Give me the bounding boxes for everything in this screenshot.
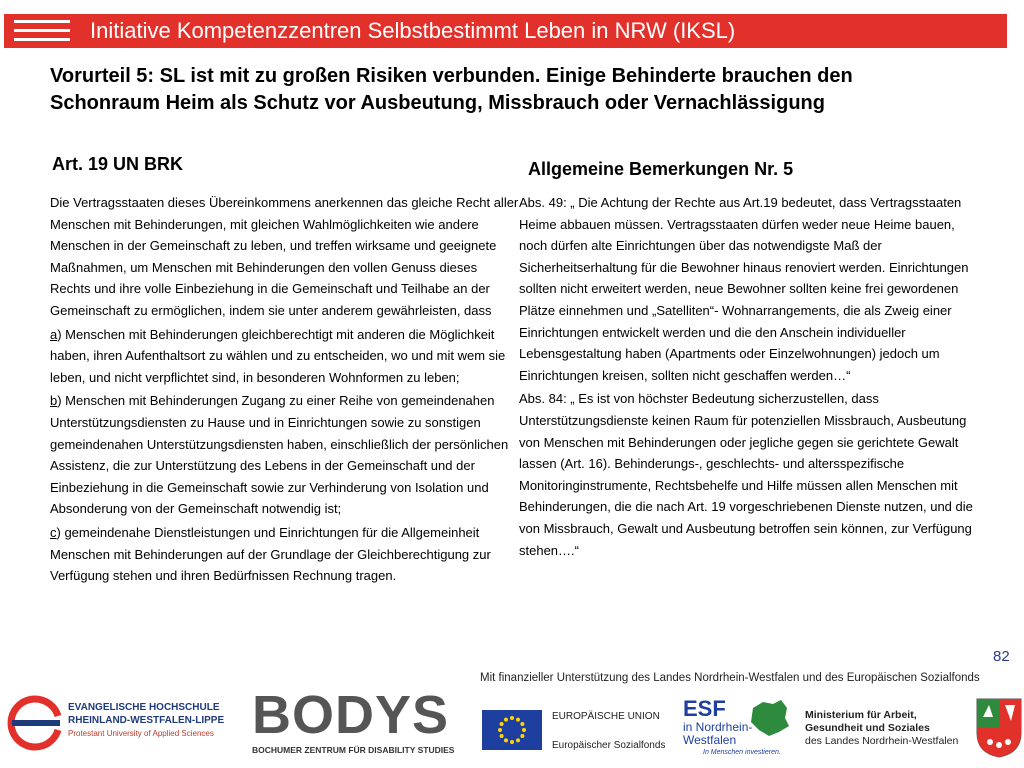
- header-title: Initiative Kompetenzzentren Selbstbestimmt Leben in NRW (IKSL): [90, 18, 736, 43]
- eu-fund-label: Europäischer Sozialfonds: [552, 740, 666, 751]
- esf-region-line2: Westfalen: [683, 733, 737, 747]
- eu-label: EUROPÄISCHE UNION: [552, 711, 660, 722]
- evh-name-line3: Protestant University of Applied Sciences: [68, 729, 214, 738]
- left-column-text: [50, 192, 520, 589]
- esf-region-line1: in Nordrhein-: [683, 720, 753, 734]
- page-number: 82: [993, 648, 1010, 665]
- slide-title: Vorurteil 5: SL ist mit zu großen Risiken verbunden. Einige Behinderte brauchen den Schonraum Heim als Schutz vor Ausbeutung, Missbrauch oder Vernachlässigung: [50, 65, 853, 114]
- esf-wordmark: ESF: [683, 696, 726, 721]
- eu-flag-icon: [482, 710, 542, 750]
- evh-name-line2: RHEINLAND-WESTFALEN-LIPPE: [68, 715, 225, 726]
- list-item-b: b) Menschen mit Behinderungen Zugang zu einer Reihe von gemeindenahen Unterstützungsdiensten zu Hause und in Einrichtungen sowie zu sonstigen gemeindenahen Unterstützungsdiensten haben, einschließlich der persönlichen Assistenz, die zur Unterstützung des Lebens in der Gemeinschaft und der Einbeziehung in die Gemeinschaft sowie zur Verhinderung von Isolation und Absonderung von der Gemeinschaft notwendig ist;: [50, 393, 509, 517]
- ministry-label: [805, 709, 958, 748]
- ministry-line3: des Landes Nordrhein-Westfalen: [805, 735, 959, 747]
- list-item-c: c) gemeindenahe Dienstleistungen und Einrichtungen für die Allgemeinheit Menschen mit Behinderungen auf der Grundlage der Gleichberechtigung zur Verfügung stehen und ihren Bedürfnissen Rechnung tragen.: [50, 524, 491, 584]
- list-item-a: a) Menschen mit Behinderungen gleichberechtigt mit anderen die Möglichkeit haben, ihren Aufenthaltsort zu wählen und zu entscheiden, wo und mit wem sie leben, und nicht verpflichtet sind, in besonderen Wohnformen zu leben;: [50, 326, 506, 385]
- funding-note: Mit finanzieller Unterstützung des Landes Nordrhein-Westfalen und des Europäischen Sozialfonds: [480, 672, 980, 684]
- esf-logo: [683, 696, 793, 762]
- right-column-text: [519, 192, 974, 563]
- bodys-logo: [250, 685, 468, 760]
- bodys-wordmark: BODYS: [252, 685, 450, 745]
- menu-lines-icon: [14, 14, 70, 48]
- paragraph-abs-84: Abs. 84: „ Es ist von höchster Bedeutung sicherzustellen, dass Unterstützungsdienste keinen Raum für potenziellen Missbrauch, Ausbeutung von Menschen mit Behinderungen oder jegliche gegen sie gerichtete Gewalt lassen (Art. 16). Behinderungs-, geschlechts- und altersspezifische Monitoringinstrumente, Rechtsbehelfe und Hilfe müssen allen Menschen mit Behinderungen, die die nach Art. 19 vorgeschriebenen Dienste nutzen, und die von Missbrauch, Gewalt und Ausbeutung betroffen sein können, zur Verfügung stehen….“: [519, 391, 973, 558]
- evh-name-line1: EVANGELISCHE HOCHSCHULE: [68, 702, 220, 713]
- bodys-subtitle: BOCHUMER ZENTRUM FÜR DISABILITY STUDIES: [252, 745, 455, 755]
- paragraph-abs-49: Abs. 49: „ Die Achtung der Rechte aus Art.19 bedeutet, dass Vertragsstaaten Heime abbauen müssen. Vertragsstaaten dürfen weder neue Heime bauen, noch dürfen alte Einrichtungen über das notwendigste Maß der Sicherheitserhaltung für die Bewohner hinaus renoviert werden. Einrichtungen sollten nicht erweitert werden, neue Bewohner sollten keine frei gewordenen Plätze einnehmen und „Satelliten“- Wohnarrangements, die als Zweig einer Einrichtungen entwickelt werden und die den Anschein individueller Lebensgestaltung haben (Apartments oder Einzelwohnungen) jedoch um Einrichtungen kreisen, sollten nicht geschaffen werden…“: [519, 195, 969, 383]
- header-bar: [4, 14, 1007, 48]
- ministry-line2: Gesundheit und Soziales: [805, 722, 930, 734]
- left-column-heading: Art. 19 UN BRK: [52, 154, 184, 174]
- esf-tagline: In Menschen investieren.: [703, 749, 781, 756]
- evh-emblem-icon: [6, 694, 64, 752]
- evh-logo: [6, 694, 246, 754]
- nrw-map-icon: [747, 698, 791, 738]
- right-column-heading: Allgemeine Bemerkungen Nr. 5: [528, 159, 794, 179]
- left-intro: Die Vertragsstaaten dieses Übereinkommens anerkennen das gleiche Recht aller Menschen mit Behinderungen, mit gleichen Wahlmöglichkeiten wie andere Menschen in der Gemeinschaft zu leben, und treffen wirksame und geeignete Maßnahmen, um Menschen mit Behinderungen den vollen Genuss dieses Rechts und ihre volle Einbeziehung in die Gemeinschaft und Teilhabe an der Gemeinschaft zu ermöglichen, indem sie unter anderem gewährleisten, dass: [50, 195, 519, 318]
- nrw-coat-of-arms-icon: [975, 697, 1023, 759]
- ministry-line1: Ministerium für Arbeit,: [805, 709, 917, 721]
